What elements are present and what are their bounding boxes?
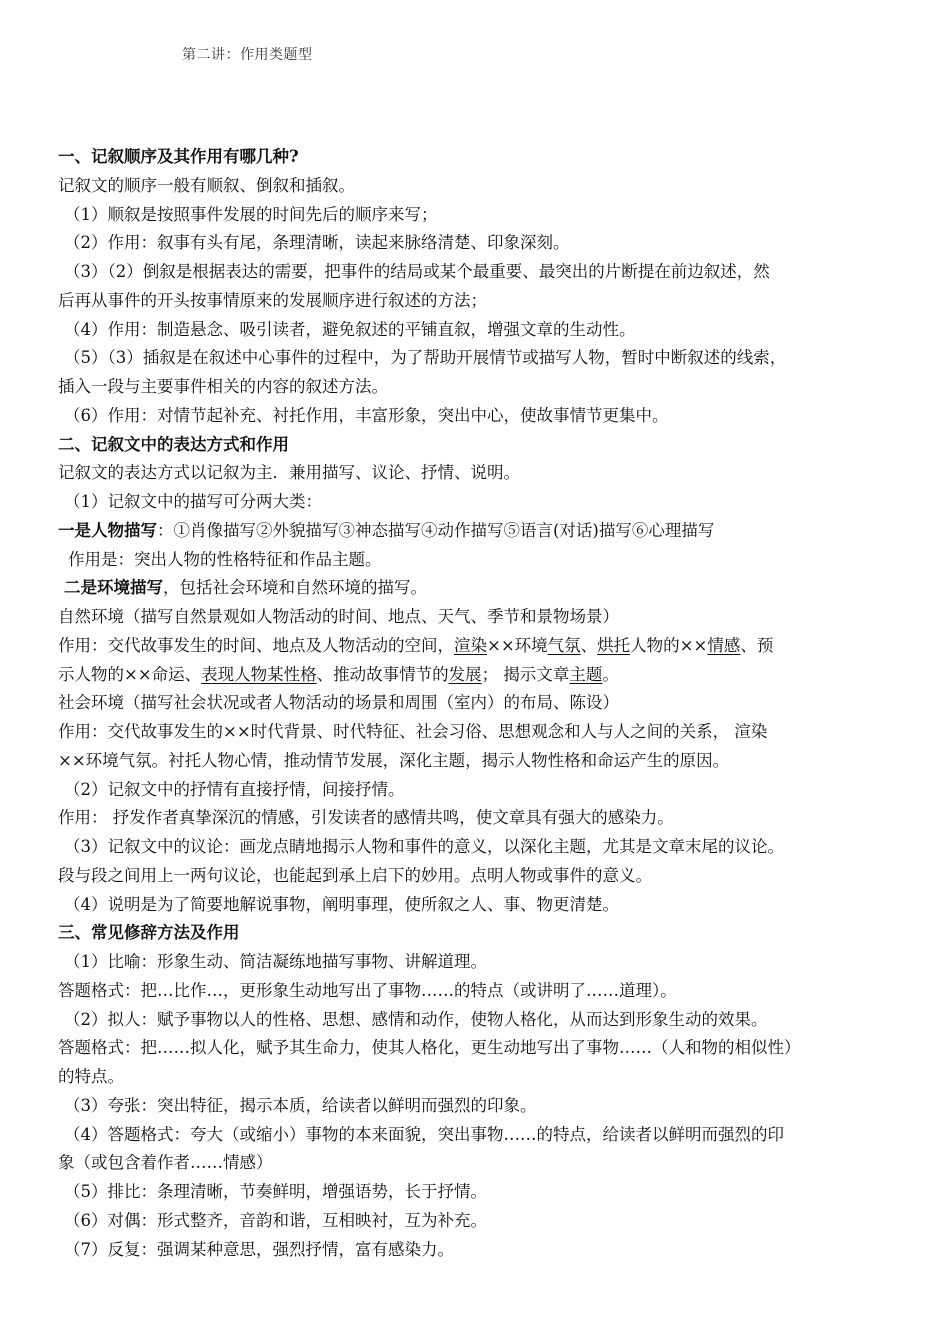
paragraph-continuation: ××环境气氛。衬托人物心情，推动情节发展，深化主题，揭示人物性格和命运产生的原因。 xyxy=(58,750,730,770)
document-body xyxy=(58,143,900,1264)
paragraph: 记叙文的顺序一般有顺叙、倒叙和插叙。 xyxy=(58,175,355,195)
list-item: （6）作用：对情节起补充、衬托作用，丰富形象，突出中心，使故事情节更集中。 xyxy=(64,405,669,425)
list-item-continuation: 后再从事件的开头按事情原来的发展顺序进行叙述的方法； xyxy=(58,290,487,310)
list-item: （4）作用：制造悬念、吸引读者，避免叙述的平铺直叙，增强文章的生动性。 xyxy=(64,319,636,339)
section-heading-expression-methods: 二、记叙文中的表达方式和作用 xyxy=(58,434,289,454)
list-item: （5）排比：条理清晰，节奏鲜明，增强语势，长于抒情。 xyxy=(64,1182,487,1201)
inline-text: 人物的×× xyxy=(630,635,708,655)
inline-text: ××环境 xyxy=(487,635,548,655)
answer-format: 答题格式：把…比作…，更形象生动地写出了事物……的特点（或讲明了……道理）。 xyxy=(58,980,677,1000)
bold-label: 二是环境描写 xyxy=(64,578,163,598)
section-heading-rhetoric: 三、常见修辞方法及作用 xyxy=(58,923,240,943)
underlined-text: 表现人物某性格 xyxy=(201,664,317,684)
list-item: （3）夸张：突出特征，揭示本质，给读者以鲜明而强烈的印象。 xyxy=(64,1095,537,1115)
list-item: （3）记叙文中的议论：画龙点睛地揭示人物和事件的意义，以深化主题，尤其是文章末尾的议论。 xyxy=(64,837,784,856)
character-description-line xyxy=(58,517,900,546)
paragraph: 自然环境（描写自然景观如人物活动的时间、地点、天气、季节和景物场景） xyxy=(58,607,619,626)
paragraph: 作用是：突出人物的性格特征和作品主题。 xyxy=(68,549,382,569)
underlined-text: 烘托 xyxy=(597,635,631,655)
paragraph: 作用：交代故事发生的××时代背景、时代特征、社会习俗、思想观念和人与人之间的关系， 渲染 xyxy=(58,722,768,741)
answer-format: 答题格式：把……拟人化，赋予其生命力，使其人格化，更生动地写出了事物……（人和物的相似性） xyxy=(58,1038,801,1058)
inline-text: 、 xyxy=(580,635,598,655)
inline-text: ：①肖像描写②外貌描写③神态描写④动作描写⑤语言(对话)描写⑥心理描写 xyxy=(157,520,715,540)
underlined-text: 主题 xyxy=(569,664,603,684)
underlined-text: 情感 xyxy=(707,635,741,655)
inline-text: 。 xyxy=(602,664,619,684)
list-item: （1）顺叙是按照事件发展的时间先后的顺序来写； xyxy=(64,204,438,224)
answer-format-continuation: 的特点。 xyxy=(58,1067,124,1086)
underlined-text: 渲染 xyxy=(454,635,487,655)
list-item: （3）（2）倒叙是根据表达的需要，把事件的结局或某个最重要、最突出的片断提在前边叙述，然 xyxy=(64,262,770,281)
list-item: （4）说明是为了简要地解说事物，阐明事理，使所叙之人、事、物更清楚。 xyxy=(64,894,619,914)
inline-text: 示人物的××命运、 xyxy=(58,664,202,684)
list-item: （5）（3）插叙是在叙述中心事件的过程中，为了帮助开展情节或描写人物，暂时中断叙述的线索， xyxy=(64,348,787,368)
list-item: （6）对偶：形式整齐，音韵和谐，互相映衬，互为补充。 xyxy=(64,1210,487,1230)
inline-text: ，包括社会环境和自然环境的描写。 xyxy=(163,578,427,598)
list-item: （2）记叙文中的抒情有直接抒情，间接抒情。 xyxy=(64,779,405,799)
paragraph: 记叙文的表达方式以记叙为主．兼用描写、议论、抒情、说明。 xyxy=(58,463,520,483)
list-item-continuation: 段与段之间用上一两句议论，也能起到承上启下的妙用。点明人物或事件的意义。 xyxy=(58,865,652,885)
bold-label: 一是人物描写 xyxy=(58,520,157,540)
inline-text: 、预 xyxy=(740,635,774,655)
list-item: （7）反复：强调某种意思，强烈抒情，富有感染力。 xyxy=(64,1239,454,1259)
section-heading-narrative-order: 一、记叙顺序及其作用有哪几种? xyxy=(58,147,299,166)
underlined-text: 发展 xyxy=(448,664,482,684)
nature-effect-line xyxy=(58,632,900,661)
list-item-continuation: 象（或包含着作者……情感） xyxy=(58,1153,273,1173)
inline-text: ； 揭示文章 xyxy=(481,664,570,684)
list-item: （1）比喻：形象生动、简洁凝练地描写事物、讲解道理。 xyxy=(64,952,487,971)
paragraph: 社会环境（描写社会状况或者人物活动的场景和周围（室内）的布局、陈设） xyxy=(58,693,619,713)
list-item: （2）拟人：赋予事物以人的性格、思想、感情和动作，使物人格化，从而达到形象生动的效果。 xyxy=(64,1009,768,1029)
list-item: （4）答题格式：夸大（或缩小）事物的本来面貌，突出事物……的特点，给读者以鲜明而强烈的印 xyxy=(64,1124,784,1144)
paragraph: 作用： 抒发作者真挚深沉的情感，引发读者的感情共鸣，使文章具有强大的感染力。 xyxy=(58,808,674,828)
inline-text: 作用：交代故事发生的时间、地点及人物活动的空间， xyxy=(58,635,454,655)
list-item: （2）作用：叙事有头有尾，条理清晰，读起来脉络清楚、印象深刻。 xyxy=(64,233,570,253)
list-item: （1）记叙文中的描写可分两大类： xyxy=(64,492,322,511)
page-header-title: 第二讲：作用类题型 xyxy=(182,47,313,63)
inline-text: 、推动故事情节的 xyxy=(316,664,449,684)
underlined-text: 气氛 xyxy=(547,635,581,655)
nature-effect-line xyxy=(58,661,900,690)
list-item-continuation: 插入一段与主要事件相关的内容的叙述方法。 xyxy=(58,377,388,396)
environment-description-line xyxy=(58,574,900,603)
